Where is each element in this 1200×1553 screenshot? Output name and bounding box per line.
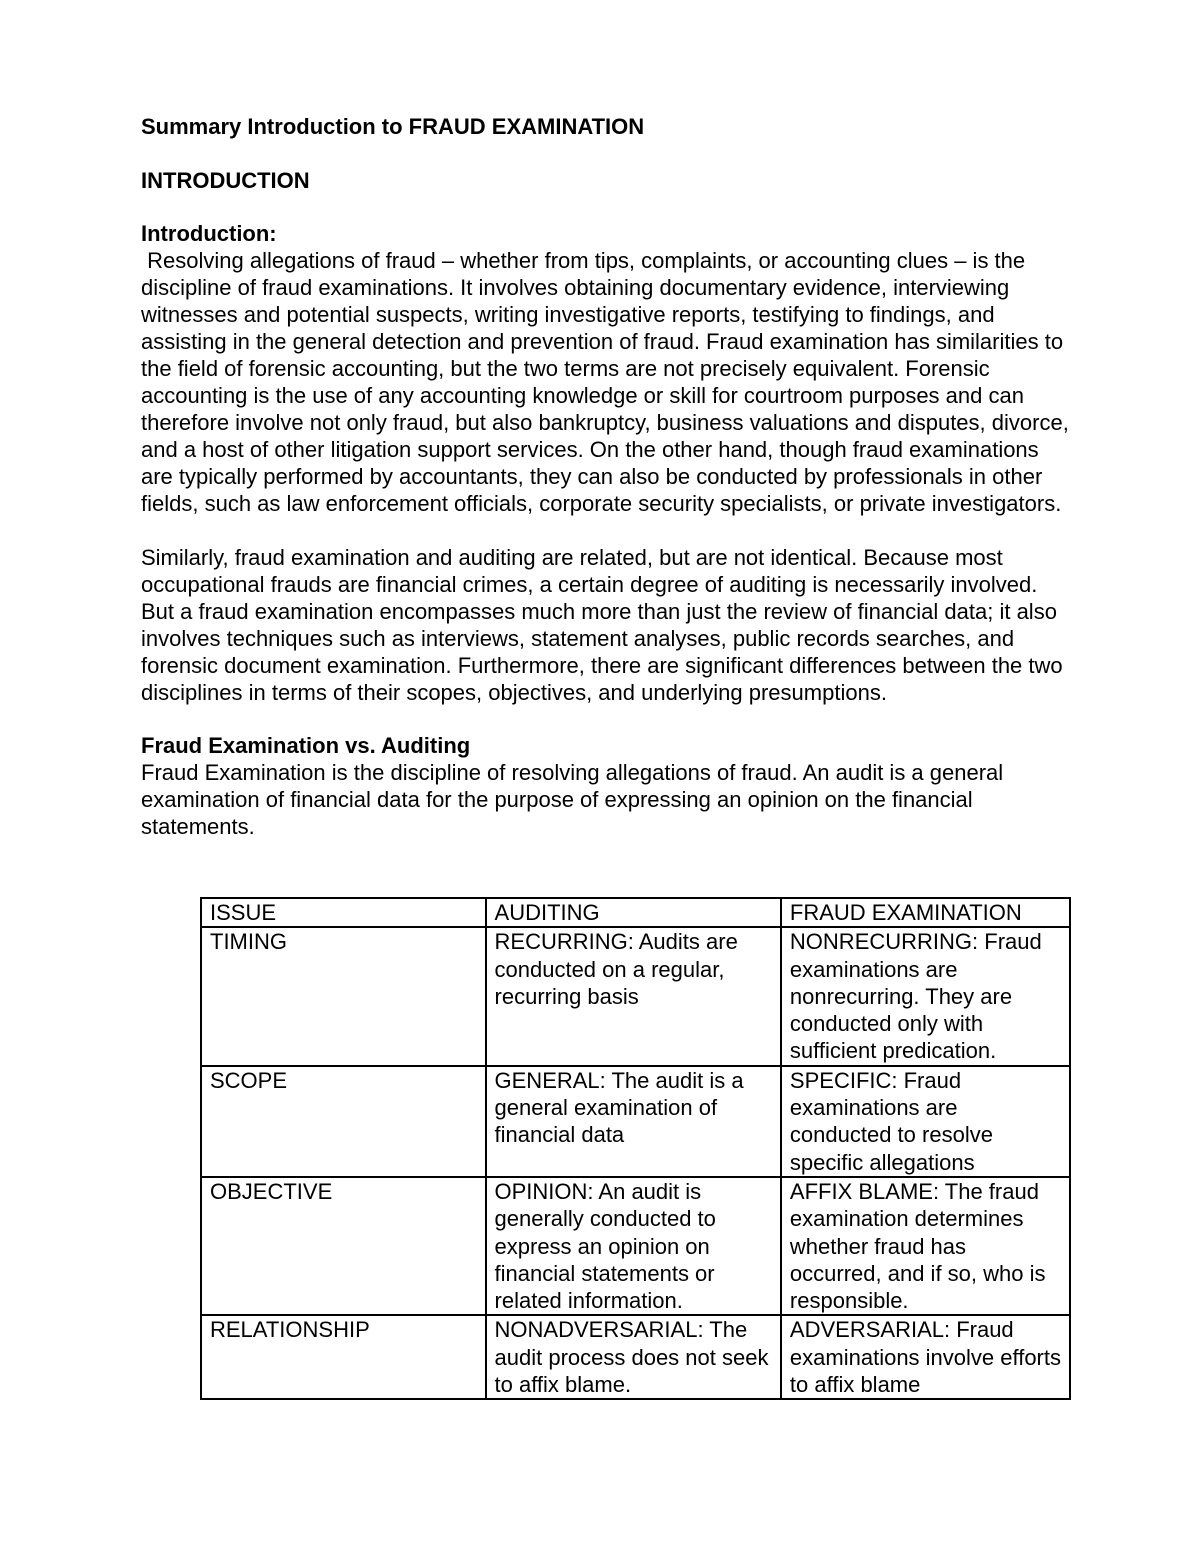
table-cell-issue: OBJECTIVE	[201, 1177, 486, 1315]
table-header-row	[201, 898, 1070, 927]
table-row	[201, 927, 1070, 1065]
table-cell-auditing: RECURRING: Audits are conducted on a regular, recurring basis	[486, 927, 781, 1065]
document-page	[141, 112, 1075, 840]
table-cell-fraud-examination: NONRECURRING: Fraud examinations are nonrecurring. They are conducted only with sufficient predication.	[781, 927, 1070, 1065]
table-cell-fraud-examination: ADVERSARIAL: Fraud examinations involve efforts to affix blame	[781, 1315, 1070, 1399]
table-cell-fraud-examination: AFFIX BLAME: The fraud examination determines whether fraud has occurred, and if so, who is responsible.	[781, 1177, 1070, 1315]
table-cell-auditing: OPINION: An audit is generally conducted to express an opinion on financial statements or related information.	[486, 1177, 781, 1315]
table-cell-issue: SCOPE	[201, 1066, 486, 1177]
table-cell-issue: TIMING	[201, 927, 486, 1065]
table-header-auditing: AUDITING	[486, 898, 781, 927]
intro-heading: Introduction:	[141, 221, 277, 246]
table-header-issue: ISSUE	[201, 898, 486, 927]
intro-paragraph-2: Similarly, fraud examination and auditing are related, but are not identical. Because most occupational frauds are financial crimes, a certain degree of auditing is necessarily involved. But a fraud examination encompasses much more than just the review of financial data; it also involves techniques such as interviews, statement analyses, public records searches, and forensic document examination. Furthermore, there are significant differences between the two disciplines in terms of their scopes, objectives, and underlying presumptions.	[141, 545, 1069, 705]
comparison-intro: Fraud Examination is the discipline of resolving allegations of fraud. An audit is a general examination of financial data for the purpose of expressing an opinion on the financial statements.	[141, 760, 1004, 839]
intro-paragraph-1: Resolving allegations of fraud – whether from tips, complaints, or accounting clues – is the discipline of fraud examinations. It involves obtaining documentary evidence, interviewing witnesses and potential suspects, writing investigative reports, testifying to findings, and assisting in the general detection and prevention of fraud. Fraud examination has similarities to the field of forensic accounting, but the two terms are not precisely equivalent. Forensic accounting is the use of any accounting knowledge or skill for courtroom purposes and can therefore involve not only fraud, but also bankruptcy, business valuations and disputes, divorce, and a host of other litigation support services. On the other hand, though fraud examinations are typically performed by accountants, they can also be conducted by professionals in other fields, such as law enforcement officials, corporate security specialists, or private investigators.	[141, 248, 1075, 516]
table-row	[201, 1177, 1070, 1315]
table-row	[201, 1066, 1070, 1177]
table-cell-fraud-examination: SPECIFIC: Fraud examinations are conducted to resolve specific allegations	[781, 1066, 1070, 1177]
table-cell-auditing: GENERAL: The audit is a general examination of financial data	[486, 1066, 781, 1177]
table-header-fraud-examination: FRAUD EXAMINATION	[781, 898, 1070, 927]
table-cell-issue: RELATIONSHIP	[201, 1315, 486, 1399]
comparison-heading: Fraud Examination vs. Auditing	[141, 733, 471, 758]
section-heading-introduction: INTRODUCTION	[141, 168, 310, 193]
table-cell-auditing: NONADVERSARIAL: The audit process does not seek to affix blame.	[486, 1315, 781, 1399]
comparison-table	[200, 897, 1071, 1400]
document-title: Summary Introduction to FRAUD EXAMINATION	[141, 114, 645, 139]
table-row	[201, 1315, 1070, 1399]
